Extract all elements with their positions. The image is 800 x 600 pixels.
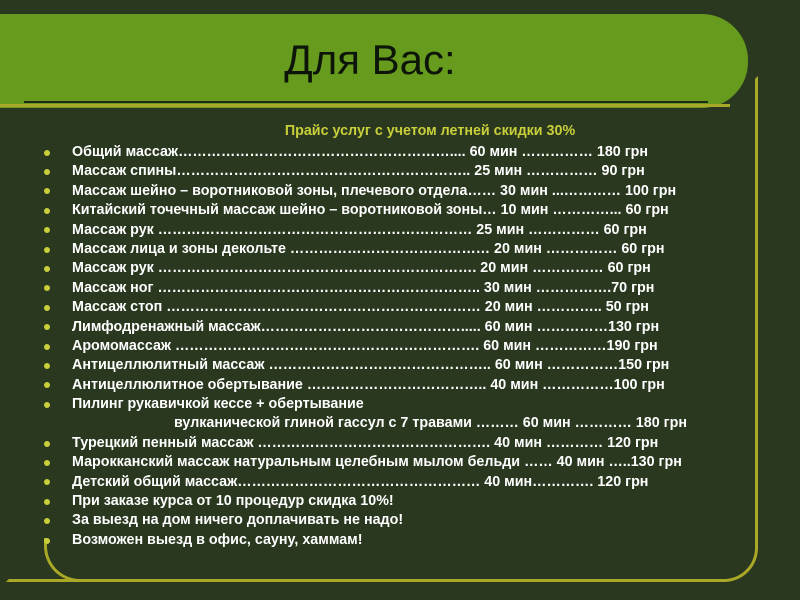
- bullet-icon: [44, 382, 50, 388]
- list-item: Общий массаж………………………………………………….... 60 мин …………… 180 грн: [44, 143, 756, 162]
- bullet-icon: [44, 227, 50, 233]
- list-item: При заказе курса от 10 процедур скидка 10%!: [44, 492, 756, 511]
- list-item: Массаж спины…………………………………………………….. 25 мин …………… 90 грн: [44, 162, 756, 181]
- bullet-icon: [44, 460, 50, 466]
- list-item: Антицеллюлитное обертывание ……………………………….. 40 мин ……………100 грн: [44, 376, 756, 395]
- price-list: [44, 121, 756, 550]
- bullet-icon: [44, 518, 50, 524]
- list-item: Турецкий пенный массаж …………………………………………. 40 мин ………… 120 грн: [44, 434, 756, 453]
- bullet-icon: [44, 499, 50, 505]
- list-item: Лимфодренажный массаж……………………………………..... 60 мин ……………130 грн: [44, 318, 756, 337]
- list-item: За выезд на дом ничего доплачивать не надо!: [44, 511, 756, 530]
- list-item: Китайский точечный массаж шейно – воротниковой зоны… 10 мин …………... 60 грн: [44, 201, 756, 220]
- list-item-continuation: вулканической глиной гассул с 7 травами ……… 60 мин ………… 180 грн: [174, 415, 687, 432]
- list-item: Массаж рук ………………………………………………………… 25 мин …………… 60 грн: [44, 221, 756, 240]
- slide-title: Для Вас:: [284, 36, 456, 83]
- list-item: Массаж стоп ………………………………………………………… 20 мин ………….. 50 грн: [44, 298, 756, 317]
- bullet-icon: [44, 479, 50, 485]
- list-item: Массаж шейно – воротниковой зоны, плечевого отдела…… 30 мин ...………… 100 грн: [44, 182, 756, 201]
- bullet-icon: [44, 324, 50, 330]
- title-rule: [24, 101, 708, 103]
- bullet-icon: [44, 285, 50, 291]
- bullet-icon: [44, 305, 50, 311]
- bullet-icon: [44, 363, 50, 369]
- bullet-icon: [44, 344, 50, 350]
- bullet-icon: [44, 150, 50, 156]
- list-item: Массаж лица и зоны декольте …………………………………… 20 мин …………… 60 грн: [44, 240, 756, 259]
- list-item: Массаж ног ………………………………………………………….. 30 мин …………….70 грн: [44, 279, 756, 298]
- bullet-icon: [44, 247, 50, 253]
- list-item: Антицеллюлитный массаж ……………………………………….. 60 мин ……………150 грн: [44, 356, 756, 375]
- bullet-icon: [44, 266, 50, 272]
- list-item: Детский общий массаж…………………………………………… 40 мин…………. 120 грн: [44, 473, 756, 492]
- list-item: Массаж рук …………………………………………………………. 20 мин …………… 60 грн: [44, 259, 756, 278]
- bullet-icon: [44, 188, 50, 194]
- bullet-icon: [44, 441, 50, 447]
- bullet-icon: [44, 208, 50, 214]
- list-item: Марокканский массаж натуральным целебным мылом бельди …… 40 мин …..130 грн: [44, 453, 756, 472]
- list-item: Возможен выезд в офис, сауну, хаммам!: [44, 531, 756, 550]
- bullet-icon: [44, 169, 50, 175]
- price-list-heading: Прайс услуг с учетом летней скидки 30%: [284, 123, 576, 139]
- list-item: Пилинг рукавичкой кессе + обертывание: [44, 395, 756, 414]
- list-item: Аромомассаж ………………………………………………………. 60 мин ……………190 грн: [44, 337, 756, 356]
- bullet-icon: [44, 402, 50, 408]
- bullet-icon: [44, 538, 50, 544]
- title-band-underline: [0, 104, 730, 107]
